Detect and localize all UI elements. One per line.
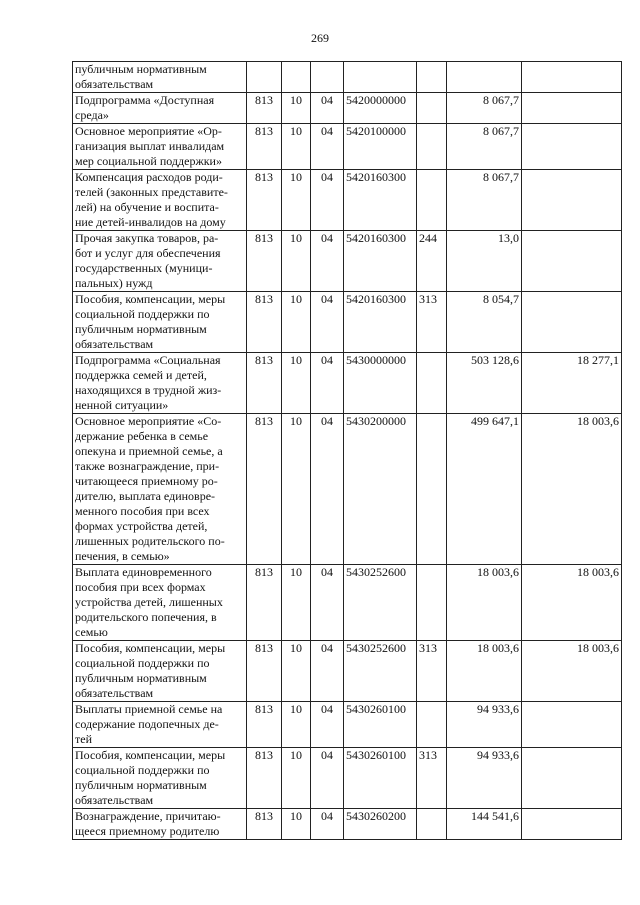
cell-name-line: телей (законных представите-: [75, 185, 228, 199]
cell-sum2: [522, 809, 622, 840]
cell-vr: 313: [417, 292, 447, 353]
cell-gr: 813: [247, 93, 282, 124]
cell-sum2: [522, 748, 622, 809]
cell-name-line: бот и услуг для обеспечения: [75, 246, 221, 260]
cell-name-line: пособия при всех формах: [75, 580, 206, 594]
cell-csr: [344, 62, 417, 93]
cell-sum: 499 647,1: [447, 414, 522, 565]
cell-name: [73, 231, 247, 292]
cell-pr: 04: [311, 641, 344, 702]
cell-name-line: государственных (муници-: [75, 261, 213, 275]
cell-name-line: родительского попечения, в: [75, 610, 217, 624]
cell-pr: 04: [311, 748, 344, 809]
cell-name-line: щееся приемному родителю: [75, 824, 220, 838]
cell-name-line: читающееся приемному ро-: [75, 474, 218, 488]
cell-csr: 5430252600: [344, 641, 417, 702]
cell-name-line: держание ребенка в семье: [75, 429, 209, 443]
cell-gr: 813: [247, 124, 282, 170]
cell-gr: 813: [247, 414, 282, 565]
cell-gr: 813: [247, 702, 282, 748]
cell-name-line: обязательствам: [75, 77, 154, 91]
cell-vr: [417, 809, 447, 840]
cell-name-line: Выплата единовременного: [75, 565, 212, 579]
cell-name: [73, 93, 247, 124]
cell-vr: [417, 565, 447, 641]
cell-vr: 244: [417, 231, 447, 292]
cell-csr: 5420160300: [344, 292, 417, 353]
table-row: [73, 748, 622, 809]
cell-rz: 10: [282, 414, 311, 565]
cell-name: [73, 809, 247, 840]
table-row: [73, 231, 622, 292]
cell-name-line: публичным нормативным: [75, 62, 207, 76]
table-row: [73, 62, 622, 93]
cell-name-line: ненной ситуации»: [75, 398, 169, 412]
cell-gr: [247, 62, 282, 93]
cell-name-line: ганизация выплат инвалидам: [75, 139, 225, 153]
cell-sum: 18 003,6: [447, 565, 522, 641]
cell-pr: 04: [311, 93, 344, 124]
cell-csr: 5420160300: [344, 231, 417, 292]
cell-name: [73, 353, 247, 414]
cell-vr: [417, 414, 447, 565]
cell-gr: 813: [247, 292, 282, 353]
cell-name: [73, 124, 247, 170]
cell-pr: 04: [311, 292, 344, 353]
cell-pr: 04: [311, 231, 344, 292]
table-row: [73, 641, 622, 702]
cell-name-line: Подпрограмма «Социальная: [75, 353, 221, 367]
cell-name-line: Основное мероприятие «Ор-: [75, 124, 222, 138]
cell-vr: 313: [417, 641, 447, 702]
cell-name-line: социальной поддержки по: [75, 763, 210, 777]
cell-sum: 8 067,7: [447, 170, 522, 231]
cell-pr: 04: [311, 170, 344, 231]
cell-pr: 04: [311, 414, 344, 565]
cell-sum2: [522, 702, 622, 748]
cell-name-line: мер социальной поддержки»: [75, 154, 222, 168]
cell-rz: 10: [282, 231, 311, 292]
cell-rz: 10: [282, 748, 311, 809]
cell-rz: 10: [282, 641, 311, 702]
cell-rz: [282, 62, 311, 93]
cell-sum: 144 541,6: [447, 809, 522, 840]
cell-name-line: устройства детей, лишенных: [75, 595, 223, 609]
table-row: [73, 292, 622, 353]
cell-name-line: Подпрограмма «Доступная: [75, 93, 215, 107]
cell-pr: 04: [311, 702, 344, 748]
table-row: [73, 809, 622, 840]
cell-sum: 94 933,6: [447, 748, 522, 809]
cell-pr: 04: [311, 565, 344, 641]
cell-name-line: обязательствам: [75, 337, 154, 351]
cell-sum2: 18 003,6: [522, 414, 622, 565]
cell-name-line: содержание подопечных де-: [75, 717, 219, 731]
cell-sum: 503 128,6: [447, 353, 522, 414]
cell-gr: 813: [247, 170, 282, 231]
cell-name-line: публичным нормативным: [75, 778, 207, 792]
cell-sum2: 18 003,6: [522, 565, 622, 641]
cell-sum2: [522, 170, 622, 231]
cell-name-line: обязательствам: [75, 686, 154, 700]
cell-name-line: обязательствам: [75, 793, 154, 807]
cell-name: [73, 641, 247, 702]
cell-csr: 5430252600: [344, 565, 417, 641]
cell-name: [73, 62, 247, 93]
cell-pr: [311, 62, 344, 93]
cell-csr: 5420160300: [344, 170, 417, 231]
table-row: [73, 170, 622, 231]
cell-rz: 10: [282, 170, 311, 231]
table-row: [73, 353, 622, 414]
table-body: [73, 62, 622, 840]
cell-name: [73, 414, 247, 565]
cell-name-line: Основное мероприятие «Со-: [75, 414, 222, 428]
cell-gr: 813: [247, 641, 282, 702]
table-row: [73, 414, 622, 565]
cell-name-line: формах устройства детей,: [75, 519, 208, 533]
cell-name-line: социальной поддержки по: [75, 307, 210, 321]
cell-name-line: Вознаграждение, причитаю-: [75, 809, 221, 823]
cell-sum2: [522, 93, 622, 124]
cell-name: [73, 748, 247, 809]
cell-sum: 8 054,7: [447, 292, 522, 353]
cell-rz: 10: [282, 353, 311, 414]
budget-table: [72, 61, 622, 840]
cell-gr: 813: [247, 231, 282, 292]
cell-vr: [417, 62, 447, 93]
table-row: [73, 565, 622, 641]
cell-vr: 313: [417, 748, 447, 809]
cell-sum: 13,0: [447, 231, 522, 292]
cell-name: [73, 170, 247, 231]
cell-name-line: пальных) нужд: [75, 276, 153, 290]
cell-csr: 5430260100: [344, 702, 417, 748]
cell-name-line: лишенных родительского по-: [75, 534, 225, 548]
cell-name-line: лей) на обучение и воспита-: [75, 200, 219, 214]
cell-sum2: 18 003,6: [522, 641, 622, 702]
cell-pr: 04: [311, 353, 344, 414]
table-row: [73, 702, 622, 748]
cell-name-line: Пособия, компенсации, меры: [75, 748, 226, 762]
cell-name-line: социальной поддержки по: [75, 656, 210, 670]
cell-csr: 5430260200: [344, 809, 417, 840]
cell-name-line: Прочая закупка товаров, ра-: [75, 231, 219, 245]
cell-name-line: дителю, выплата единовре-: [75, 489, 216, 503]
cell-sum2: [522, 292, 622, 353]
cell-vr: [417, 124, 447, 170]
cell-name-line: публичным нормативным: [75, 322, 207, 336]
cell-pr: 04: [311, 809, 344, 840]
cell-name: [73, 702, 247, 748]
cell-name: [73, 292, 247, 353]
cell-name-line: также вознаграждение, при-: [75, 459, 220, 473]
cell-name-line: поддержка семей и детей,: [75, 368, 207, 382]
cell-vr: [417, 353, 447, 414]
cell-csr: 5430000000: [344, 353, 417, 414]
cell-gr: 813: [247, 565, 282, 641]
cell-rz: 10: [282, 93, 311, 124]
cell-csr: 5420100000: [344, 124, 417, 170]
cell-csr: 5430260100: [344, 748, 417, 809]
cell-name-line: ние детей-инвалидов на дому: [75, 215, 226, 229]
cell-name-line: печения, в семью»: [75, 549, 170, 563]
cell-name-line: среда»: [75, 108, 109, 122]
cell-rz: 10: [282, 565, 311, 641]
cell-name-line: тей: [75, 732, 92, 746]
cell-name-line: менного пособия при всех: [75, 504, 210, 518]
cell-rz: 10: [282, 809, 311, 840]
cell-name-line: публичным нормативным: [75, 671, 207, 685]
cell-sum2: 18 277,1: [522, 353, 622, 414]
table-row: [73, 124, 622, 170]
cell-name-line: Выплаты приемной семье на: [75, 702, 223, 716]
cell-sum: [447, 62, 522, 93]
cell-sum2: [522, 231, 622, 292]
cell-vr: [417, 170, 447, 231]
cell-rz: 10: [282, 292, 311, 353]
cell-rz: 10: [282, 124, 311, 170]
cell-sum: 8 067,7: [447, 93, 522, 124]
cell-name-line: Компенсация расходов роди-: [75, 170, 223, 184]
table-row: [73, 93, 622, 124]
cell-sum2: [522, 124, 622, 170]
cell-sum: 94 933,6: [447, 702, 522, 748]
cell-name-line: семью: [75, 625, 108, 639]
cell-gr: 813: [247, 809, 282, 840]
cell-rz: 10: [282, 702, 311, 748]
cell-sum: 8 067,7: [447, 124, 522, 170]
cell-pr: 04: [311, 124, 344, 170]
cell-sum: 18 003,6: [447, 641, 522, 702]
cell-gr: 813: [247, 353, 282, 414]
cell-name-line: Пособия, компенсации, меры: [75, 292, 226, 306]
cell-vr: [417, 702, 447, 748]
cell-csr: 5430200000: [344, 414, 417, 565]
cell-sum2: [522, 62, 622, 93]
cell-csr: 5420000000: [344, 93, 417, 124]
cell-name-line: опекуна и приемной семье, а: [75, 444, 223, 458]
cell-vr: [417, 93, 447, 124]
cell-name-line: находящихся в трудной жиз-: [75, 383, 222, 397]
page-number: 269: [311, 31, 329, 45]
cell-name-line: Пособия, компенсации, меры: [75, 641, 226, 655]
cell-gr: 813: [247, 748, 282, 809]
cell-name: [73, 565, 247, 641]
